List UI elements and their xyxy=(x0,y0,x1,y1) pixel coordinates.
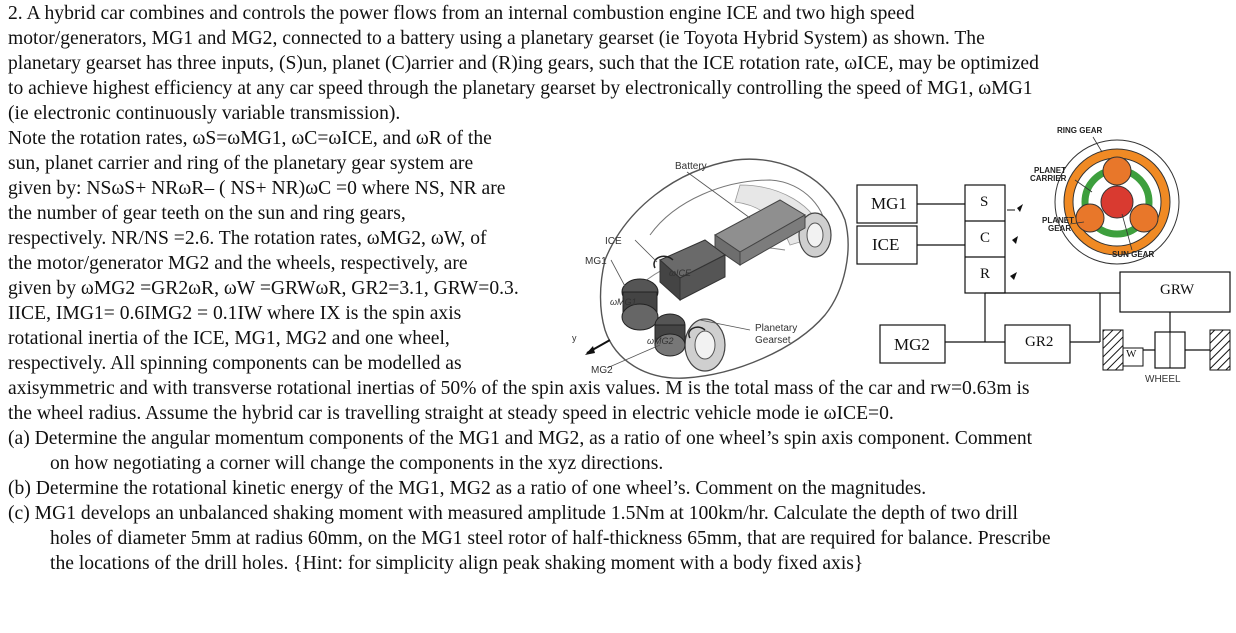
planet-label: PLANET xyxy=(1034,166,1066,175)
text-line-11: the motor/generator MG2 and the wheels, respectively, are xyxy=(8,253,468,274)
schematic-sun-label: S xyxy=(980,194,989,210)
text-line-9: the number of gear teeth on the sun and ring gears, xyxy=(8,203,406,224)
text-line-5: (ie electronic continuously variable transmission). xyxy=(8,103,401,124)
mg1-label: MG1 xyxy=(585,256,607,267)
gearset-label: Gearset xyxy=(755,335,791,346)
omega-mg2-label: ωMG2 xyxy=(647,336,674,346)
ring-gear-label: RING GEAR xyxy=(1057,126,1103,135)
question-c-cont-2: the locations of the drill holes. {Hint: for simplicity align peak shaking moment with a body fixed axis} xyxy=(50,553,864,574)
schematic-ice-label: ICE xyxy=(872,235,900,254)
planet-gear-top xyxy=(1103,157,1131,185)
schematic-ring-label: R xyxy=(980,266,991,282)
text-line-6: Note the rotation rates, ωS=ωMG1, ωC=ωICE, and ωR of the xyxy=(8,128,492,149)
schematic-mg1-label: MG1 xyxy=(871,194,907,213)
text-line-1: 2. A hybrid car combines and controls the power flows from an internal combustion engine ICE and two high speed xyxy=(8,3,915,24)
sun-gear xyxy=(1101,186,1133,218)
text-line-17: the wheel radius. Assume the hybrid car is travelling straight at steady speed in electric vehicle mode ie ωICE=0. xyxy=(8,403,894,424)
text-line-7: sun, planet carrier and ring of the planetary gear system are xyxy=(8,153,474,174)
question-c: (c) MG1 develops an unbalanced shaking moment with measured amplitude 1.5Nm at 100km/hr. Calculate the depth of two drill xyxy=(8,503,1018,524)
question-a-cont: on how negotiating a corner will change the components in the xyz directions. xyxy=(50,453,664,474)
question-c-cont-1: holes of diameter 5mm at radius 60mm, on the MG1 steel rotor of half-thickness 65mm, that are required for balance. Prescribe xyxy=(50,528,1051,549)
y-axis-label: y xyxy=(572,333,577,343)
text-line-16: axisymmetric and with transverse rotational inertias of 50% of the spin axis values. M is the total mass of the car and rw=0.63m is xyxy=(8,378,1030,399)
text-line-8: given by: NSωS+ NRωR– ( NS+ NR)ωC =0 where NS, NR are xyxy=(8,178,506,199)
planet-gear-right xyxy=(1130,204,1158,232)
car-figure xyxy=(565,140,855,385)
schematic-mg2-label: MG2 xyxy=(894,335,930,354)
mg2-label: MG2 xyxy=(591,365,613,376)
battery-label: Battery xyxy=(675,161,707,172)
text-line-3: planetary gearset has three inputs, (S)un, planet (C)arrier and (R)ing gears, such that the ICE rotation rate, ωICE, may be optimized xyxy=(8,53,1039,74)
gear-drawing xyxy=(1020,122,1220,267)
planet-gear-label-1: PLANET xyxy=(1042,216,1074,225)
planet-gear-left xyxy=(1076,204,1104,232)
car-drawing xyxy=(565,140,855,385)
text-line-14: rotational inertia of the ICE, MG1, MG2 and one wheel, xyxy=(8,328,450,349)
sun-gear-label: SUN GEAR xyxy=(1112,250,1155,259)
schematic-gr2-label: GR2 xyxy=(1025,334,1054,350)
text-line-15: respectively. All spinning components can be modelled as xyxy=(8,353,462,374)
schematic-w-label: W xyxy=(1126,348,1137,360)
planet-gear-label-2: GEAR xyxy=(1048,224,1072,233)
planetary-label: Planetary xyxy=(755,323,798,334)
carrier-label: CARRIER xyxy=(1030,174,1067,183)
text-line-4: to achieve highest efficiency at any car speed through the planetary gearset by electronically controlling the speed of MG1, ωMG1 xyxy=(8,78,1033,99)
planetary-gear-figure xyxy=(1020,122,1220,267)
ice-label: ICE xyxy=(605,236,622,247)
omega-mg1-label: ωMG1 xyxy=(610,297,637,307)
text-line-12: given by ωMG2 =GR2ωR, ωW =GRWωR, GR2=3.1, GRW=0.3. xyxy=(8,278,519,299)
schematic-carrier-label: C xyxy=(980,230,991,246)
question-a: (a) Determine the angular momentum components of the MG1 and MG2, as a ratio of one wheel’s spin axis component. Comment xyxy=(8,428,1033,449)
omega-ice-label: ωICE xyxy=(669,268,692,278)
text-line-10: respectively. NR/NS =2.6. The rotation rates, ωMG2, ωW, of xyxy=(8,228,487,249)
text-line-2: motor/generators, MG1 and MG2, connected to a battery using a planetary gearset (ie Toyota Hybrid System) as shown. The xyxy=(8,28,985,49)
text-line-13: IICE, IMG1= 0.6IMG2 = 0.1IW where IX is the spin axis xyxy=(8,303,462,324)
question-b: (b) Determine the rotational kinetic energy of the MG1, MG2 as a ratio of one wheel’s. Comment on the magnitudes. xyxy=(8,478,927,499)
schematic-grw-label: GRW xyxy=(1160,282,1195,298)
schematic-wheel-label: WHEEL xyxy=(1145,374,1181,385)
